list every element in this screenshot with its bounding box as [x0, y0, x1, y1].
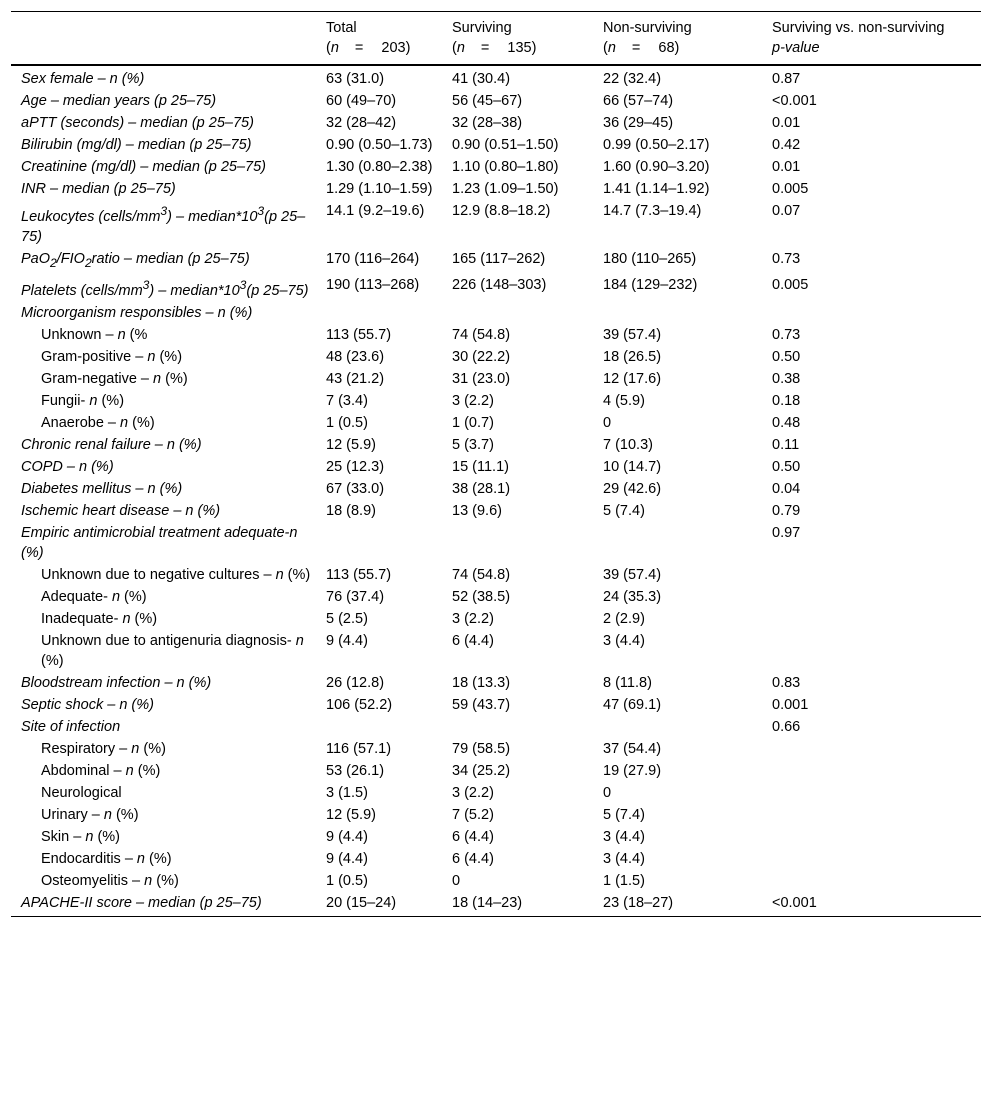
row-label: Adequate- n (%) [41, 588, 147, 605]
cell-nonsurviving: 1.41 (1.14–1.92) [603, 181, 710, 197]
table-row [11, 716, 981, 738]
row-label: Microorganism responsibles – n (%) [21, 304, 253, 321]
cell-nonsurviving: 22 (32.4) [603, 71, 662, 87]
table-row [11, 368, 981, 390]
cell-total: 18 (8.9) [326, 502, 376, 519]
cell-surviving: 226 (148–303) [452, 276, 547, 293]
cell-total: 7 (3.4) [326, 392, 368, 409]
cell-total: 53 (26.1) [326, 762, 385, 779]
cell-pvalue: 0.11 [772, 436, 800, 453]
cell-total: 190 (113–268) [326, 276, 420, 293]
cell-total: 113 (55.7) [326, 566, 392, 583]
cell-surviving: 1 (0.7) [452, 414, 494, 431]
cell-total [316, 716, 442, 738]
table-row [11, 90, 981, 112]
cell-total: 12 (5.9) [326, 806, 376, 823]
cell-nonsurviving: 47 (69.1) [603, 696, 662, 713]
table-row [11, 302, 981, 324]
cell-surviving: 0.90 (0.51–1.50) [452, 137, 559, 153]
table-row [11, 500, 981, 522]
row-label: Site of infection [21, 718, 121, 735]
cell-nonsurviving [593, 302, 762, 324]
cell-nonsurviving: 19 (27.9) [603, 762, 662, 779]
cell-nonsurviving: 184 (129–232) [603, 276, 698, 293]
cell-pvalue: 0.50 [772, 348, 801, 365]
header-variable [11, 12, 316, 66]
cell-nonsurviving: 0 [603, 414, 612, 431]
cell-pvalue: 0.005 [772, 276, 809, 293]
cell-pvalue: 0.42 [772, 137, 801, 153]
table-row [11, 65, 981, 90]
table-row [11, 522, 981, 564]
cell-pvalue: 0.01 [772, 159, 801, 175]
cell-total: 25 (12.3) [326, 458, 385, 475]
row-label: Unknown – n (% [41, 326, 148, 343]
header-total-n: (n = 203) [326, 40, 411, 56]
cell-nonsurviving: 39 (57.4) [603, 326, 662, 343]
table-row [11, 782, 981, 804]
cell-nonsurviving: 4 (5.9) [603, 392, 645, 409]
cell-total: 113 (55.7) [326, 326, 392, 343]
row-label: Neurological [41, 784, 122, 801]
table-row [11, 804, 981, 826]
header-row [11, 12, 981, 66]
cell-total: 3 (1.5) [326, 784, 368, 801]
row-label: Anaerobe – n (%) [41, 414, 155, 431]
cell-surviving: 15 (11.1) [452, 458, 509, 475]
cell-surviving: 6 (4.4) [452, 828, 494, 845]
cell-pvalue [762, 826, 981, 848]
row-label: aPTT (seconds) – median (p 25–75) [21, 115, 254, 131]
row-label: APACHE-II score – median (p 25–75) [11, 892, 316, 917]
header-total [316, 12, 442, 66]
table-row [11, 672, 981, 694]
table-row [11, 564, 981, 586]
cell-pvalue: 0.83 [772, 674, 801, 691]
cell-surviving: 30 (22.2) [452, 348, 511, 365]
row-label: Endocarditis – n (%) [41, 850, 172, 867]
cell-total [316, 522, 442, 564]
cell-surviving: 18 (14–23) [442, 892, 593, 917]
cell-surviving: 7 (5.2) [452, 806, 494, 823]
cell-surviving: 18 (13.3) [452, 674, 511, 691]
cell-pvalue: 0.50 [772, 458, 801, 475]
cell-pvalue: 0.38 [772, 370, 801, 387]
cell-surviving: 1.23 (1.09–1.50) [452, 181, 559, 197]
cell-nonsurviving: 2 (2.9) [603, 610, 645, 627]
cell-total: 14.1 (9.2–19.6) [326, 203, 425, 219]
row-label: Gram-negative – n (%) [41, 370, 188, 387]
row-label: Bloodstream infection – n (%) [21, 674, 212, 691]
header-nonsurviving-label: Non-surviving [603, 20, 692, 36]
cell-pvalue [762, 564, 981, 586]
cell-pvalue: 0.18 [772, 392, 801, 409]
row-label: Skin – n (%) [41, 828, 121, 845]
cell-surviving: 74 (54.8) [452, 566, 511, 583]
cell-nonsurviving: 12 (17.6) [603, 370, 662, 387]
table-row [11, 586, 981, 608]
row-label: Inadequate- n (%) [41, 610, 158, 627]
cell-total: 63 (31.0) [326, 71, 385, 87]
row-label: Diabetes mellitus – n (%) [21, 480, 183, 497]
cell-surviving: 59 (43.7) [452, 696, 511, 713]
cell-pvalue: 0.01 [772, 115, 801, 131]
cell-surviving: 38 (28.1) [452, 480, 511, 497]
cell-pvalue [762, 302, 981, 324]
cell-nonsurviving: 1 (1.5) [603, 872, 645, 889]
cell-total: 106 (52.2) [326, 696, 393, 713]
cell-surviving: 52 (38.5) [452, 588, 511, 605]
row-label: Sex female – n (%) [21, 71, 145, 87]
cell-pvalue [762, 782, 981, 804]
row-label: Unknown due to antigenuria diagnosis- n (%) [41, 632, 304, 669]
cell-total: 20 (15–24) [316, 892, 442, 917]
header-nonsurviving-n: (n = 68) [603, 40, 680, 56]
header-surviving [442, 12, 593, 66]
cell-total: 1.29 (1.10–1.59) [326, 181, 433, 197]
table-row [11, 274, 981, 302]
cell-total: 0.90 (0.50–1.73) [326, 137, 433, 153]
cell-pvalue: <0.001 [762, 892, 981, 917]
cell-surviving: 1.10 (0.80–1.80) [452, 159, 559, 175]
cell-pvalue: 0.001 [772, 696, 809, 713]
table-row [11, 848, 981, 870]
cell-total: 32 (28–42) [326, 115, 397, 131]
row-label: Ischemic heart disease – n (%) [21, 502, 221, 519]
cell-surviving: 3 (2.2) [452, 610, 494, 627]
cell-total: 60 (49–70) [326, 93, 397, 109]
row-label: Leukocytes $(cells/mm^3)$ – $median*10^3(p$ 25–75) [21, 204, 306, 245]
table-body [11, 65, 981, 916]
cell-nonsurviving: 5 (7.4) [603, 806, 645, 823]
table-row [11, 200, 981, 248]
cell-pvalue: 0.73 [772, 326, 801, 343]
cell-nonsurviving: 37 (54.4) [603, 740, 662, 757]
cell-total: 67 (33.0) [326, 480, 385, 497]
row-label: Abdominal – n (%) [41, 762, 161, 779]
table-row [11, 892, 981, 917]
table-row [11, 324, 981, 346]
cell-total: 170 (116–264) [326, 250, 420, 267]
row-label: Empiric antimicrobial treatment adequate-n (%) [21, 524, 298, 561]
table-row [11, 630, 981, 672]
cell-nonsurviving: 36 (29–45) [603, 115, 674, 131]
cell-nonsurviving: 14.7 (7.3–19.4) [603, 203, 702, 219]
cell-surviving: 5 (3.7) [452, 436, 494, 453]
header-pvalue-label: Surviving vs. non-surviving [772, 20, 945, 36]
cell-pvalue [762, 586, 981, 608]
cell-nonsurviving [593, 716, 762, 738]
cell-surviving: 34 (25.2) [452, 762, 511, 779]
header-surviving-label: Surviving [452, 20, 512, 36]
table-row [11, 134, 981, 156]
cell-surviving: 13 (9.6) [452, 502, 502, 519]
row-label: Unknown due to negative cultures – n (%) [41, 566, 311, 583]
cell-nonsurviving: 29 (42.6) [603, 480, 662, 497]
cell-pvalue: 0.005 [772, 181, 809, 197]
header-pvalue [762, 12, 981, 66]
table-row [11, 248, 981, 274]
cell-nonsurviving: 23 (18–27) [593, 892, 762, 917]
table-row [11, 434, 981, 456]
cell-surviving: 165 (117–262) [452, 250, 546, 267]
cell-nonsurviving: 10 (14.7) [603, 458, 662, 475]
row-label: Osteomyelitis – n (%) [41, 872, 179, 889]
cell-nonsurviving: 7 (10.3) [603, 436, 653, 453]
cell-pvalue: 0.97 [772, 524, 801, 541]
patient-characteristics-table [11, 11, 981, 917]
cell-total: 5 (2.5) [326, 610, 368, 627]
cell-nonsurviving: 0.99 (0.50–2.17) [603, 137, 710, 153]
cell-pvalue: 0.87 [772, 71, 801, 87]
cell-total: 48 (23.6) [326, 348, 385, 365]
table-row [11, 760, 981, 782]
row-label: INR – median (p 25–75) [21, 181, 176, 197]
cell-pvalue: 0.79 [772, 502, 801, 519]
cell-total: 116 (57.1) [326, 740, 392, 757]
row-label: Chronic renal failure – n (%) [21, 436, 202, 453]
cell-pvalue [762, 804, 981, 826]
cell-total: 9 (4.4) [326, 850, 368, 867]
row-label: Platelets $(cells/mm^3)$ – $median*10^3(p$ 25–75) [21, 277, 309, 299]
row-label: Bilirubin (mg/dl) – median (p 25–75) [21, 137, 252, 153]
cell-pvalue [762, 630, 981, 672]
cell-surviving: 41 (30.4) [452, 71, 511, 87]
table-row [11, 870, 981, 892]
cell-surviving: 79 (58.5) [452, 740, 511, 757]
cell-surviving: 3 (2.2) [452, 784, 494, 801]
cell-total: 1 (0.5) [326, 414, 368, 431]
cell-pvalue [762, 738, 981, 760]
cell-surviving: 12.9 (8.8–18.2) [452, 203, 551, 219]
cell-nonsurviving: 3 (4.4) [603, 828, 645, 845]
cell-nonsurviving: 0 [603, 784, 612, 801]
cell-pvalue [762, 760, 981, 782]
cell-nonsurviving: 1.60 (0.90–3.20) [603, 159, 710, 175]
table-row [11, 156, 981, 178]
cell-nonsurviving: 180 (110–265) [603, 250, 697, 267]
cell-pvalue: 0.04 [772, 480, 801, 497]
cell-surviving: 32 (28–38) [452, 115, 523, 131]
cell-nonsurviving: 39 (57.4) [603, 566, 662, 583]
cell-surviving: 31 (23.0) [452, 370, 511, 387]
cell-surviving [442, 522, 593, 564]
cell-surviving: 0 [452, 872, 461, 889]
cell-nonsurviving: 3 (4.4) [603, 632, 645, 649]
cell-nonsurviving: 3 (4.4) [603, 850, 645, 867]
cell-total: 12 (5.9) [326, 436, 376, 453]
cell-pvalue: 0.66 [772, 718, 801, 735]
cell-surviving [442, 302, 593, 324]
row-label: Creatinine (mg/dl) – median (p 25–75) [21, 159, 267, 175]
cell-surviving: 6 (4.4) [452, 850, 494, 867]
cell-pvalue [762, 870, 981, 892]
row-label: Fungii- n (%) [41, 392, 125, 409]
table-row [11, 346, 981, 368]
cell-pvalue: <0.001 [772, 93, 817, 109]
row-label: Age – median years (p 25–75) [21, 93, 217, 109]
cell-total: 43 (21.2) [326, 370, 385, 387]
table-row [11, 738, 981, 760]
row-label: $PaO_2/FIO_2ratio$ – median (p 25–75) [21, 250, 250, 270]
cell-total: 1 (0.5) [326, 872, 368, 889]
header-total-label: Total [326, 20, 357, 36]
cell-total: 9 (4.4) [326, 632, 368, 649]
row-label: COPD – n (%) [21, 458, 114, 475]
header-nonsurviving [593, 12, 762, 66]
table-row [11, 390, 981, 412]
cell-total: 9 (4.4) [326, 828, 368, 845]
cell-total: 76 (37.4) [326, 588, 385, 605]
table-row [11, 178, 981, 200]
cell-pvalue: 0.73 [772, 250, 801, 267]
row-label: Urinary – n (%) [41, 806, 139, 823]
cell-surviving: 3 (2.2) [452, 392, 494, 409]
table-row [11, 478, 981, 500]
header-surviving-n: (n = 135) [452, 40, 537, 56]
cell-surviving: 56 (45–67) [452, 93, 523, 109]
cell-surviving: 74 (54.8) [452, 326, 511, 343]
cell-nonsurviving: 66 (57–74) [603, 93, 674, 109]
table-row [11, 608, 981, 630]
cell-total: 26 (12.8) [326, 674, 385, 691]
cell-nonsurviving [593, 522, 762, 564]
cell-pvalue [762, 848, 981, 870]
cell-pvalue: 0.07 [772, 203, 801, 219]
cell-surviving [442, 716, 593, 738]
cell-total [316, 302, 442, 324]
header-pvalue-sublabel: p-value [772, 40, 820, 56]
table-header [11, 12, 981, 66]
table-row [11, 694, 981, 716]
cell-pvalue [762, 608, 981, 630]
table-row [11, 826, 981, 848]
cell-nonsurviving: 18 (26.5) [603, 348, 662, 365]
cell-pvalue: 0.48 [772, 414, 801, 431]
row-label: Respiratory – n (%) [41, 740, 166, 757]
table-row [11, 456, 981, 478]
row-label: Gram-positive – n (%) [41, 348, 183, 365]
cell-nonsurviving: 5 (7.4) [603, 502, 645, 519]
cell-surviving: 6 (4.4) [452, 632, 494, 649]
cell-nonsurviving: 24 (35.3) [603, 588, 662, 605]
cell-nonsurviving: 8 (11.8) [603, 674, 652, 691]
row-label: Septic shock – n (%) [21, 696, 154, 713]
table-row [11, 112, 981, 134]
cell-total: 1.30 (0.80–2.38) [326, 159, 433, 175]
table-row [11, 412, 981, 434]
